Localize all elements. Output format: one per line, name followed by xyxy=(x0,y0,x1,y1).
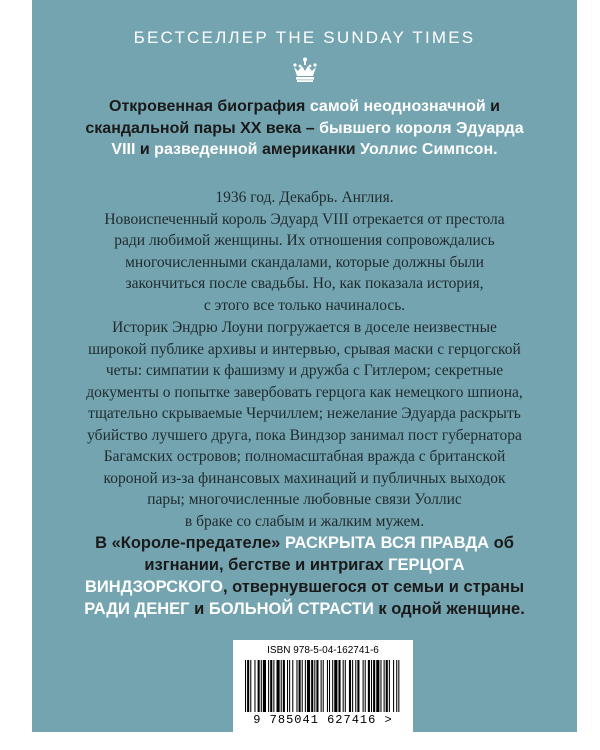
barcode-bar xyxy=(273,660,274,712)
barcode-bar xyxy=(268,660,269,712)
barcode-bar xyxy=(376,660,379,712)
ean-number: 9 785041 627416 > xyxy=(253,713,393,727)
barcode-bar xyxy=(296,660,297,712)
barcode-bar xyxy=(345,660,346,712)
synopsis-paragraph-2 xyxy=(68,317,541,532)
paragraph-line: Багамских островов; полномасштабная вражда с британской xyxy=(103,448,506,465)
barcode-bar xyxy=(352,660,353,712)
barcode-bar xyxy=(321,660,322,712)
barcode-bar xyxy=(334,660,337,712)
barcode-bar xyxy=(254,660,255,712)
paragraph-line: 1936 год. Декабрь. Англия. xyxy=(215,189,394,206)
barcode-bar xyxy=(349,660,351,712)
paragraph-line: пары; многочисленные любовные связи Уоллис xyxy=(147,491,462,508)
barcode-bar xyxy=(365,660,366,712)
barcode-bar xyxy=(332,660,333,712)
paragraph-line: в браке со слабым и жалким мужем. xyxy=(184,512,425,530)
phrase: и скандальной пары XX века – xyxy=(85,98,500,137)
phrase: и xyxy=(189,600,209,618)
paragraph-line: ради любимой женщины. Их отношения сопровождались xyxy=(114,232,495,249)
barcode-bar xyxy=(384,660,385,712)
highlighted-phrase: короля Эдуарда VIII xyxy=(111,119,524,158)
barcode-bar xyxy=(363,660,364,712)
barcode-bar xyxy=(386,660,388,712)
barcode-bar xyxy=(299,660,301,712)
phrase: и xyxy=(135,141,155,158)
paragraph-line: тщательно скрываемые Черчиллем; нежелание Эдуарда раскрыть xyxy=(88,405,521,422)
barcode-bar xyxy=(311,660,313,712)
paragraph-line: четы: симпатии к фашизму и дружба с Гитлером; секретные xyxy=(105,362,504,379)
barcode-bar xyxy=(329,660,330,712)
barcode-bar xyxy=(307,660,310,712)
phrase: , отвернувшегося от семьи и страны xyxy=(222,578,525,596)
barcode-bar xyxy=(398,660,399,712)
paragraph-line: широкой публике архивы и интервью, срывая маски с герцогской xyxy=(88,340,521,358)
barcode-bar xyxy=(314,660,315,712)
barcode-bar xyxy=(305,660,306,712)
barcode-bar xyxy=(263,660,266,712)
phrase: об изгнании, бегстве и интригах xyxy=(144,534,514,574)
highlighted-phrase: бывшего xyxy=(319,119,391,137)
highlighted-phrase: самой неоднозначной xyxy=(309,98,486,115)
synopsis-paragraph-1 xyxy=(68,187,541,316)
barcode-bar xyxy=(373,660,375,712)
barcode-bar xyxy=(245,660,246,712)
barcode-bar xyxy=(338,660,340,712)
intro-blurb xyxy=(72,96,537,161)
phrase: В «Короле-предателе» xyxy=(95,534,285,552)
barcode-bar xyxy=(368,660,370,712)
barcode-bar xyxy=(327,660,328,712)
paragraph-line: Новоиспеченный король Эдуард VIII отрекается от престола xyxy=(104,210,505,228)
highlighted-phrase: разведенной xyxy=(154,141,258,158)
barcode-bar xyxy=(247,660,249,712)
closing-blurb xyxy=(72,532,537,620)
barcode-bar xyxy=(371,660,372,712)
barcode-bars xyxy=(243,660,403,712)
highlighted-phrase: БОЛЬНОЙ СТРАСТИ xyxy=(208,600,374,618)
barcode-bar xyxy=(287,660,288,712)
highlighted-phrase: РАСКРЫТА ВСЯ ПРАВДА xyxy=(284,534,490,552)
barcode-bar xyxy=(302,660,303,712)
crown-icon xyxy=(291,57,319,83)
paragraph-line: убийство лучшего друга, пока Виндзор занимал пост губернатора xyxy=(87,426,522,444)
highlighted-phrase: РАДИ ДЕНЕГ xyxy=(84,600,190,618)
isbn-text: ISBN 978-5-04-162741-6 xyxy=(267,645,379,656)
barcode-bar xyxy=(396,660,397,712)
barcode-bar xyxy=(343,660,344,712)
paragraph-line: Историк Эндрю Лоуни погружается в доселе неизвестные xyxy=(112,319,497,336)
highlighted-phrase: ГЕРЦОГА ВИНДЗОРСКОГО xyxy=(84,556,465,596)
barcode-bar xyxy=(357,660,359,712)
barcode-bar xyxy=(277,660,280,712)
back-cover xyxy=(32,0,577,732)
paragraph-line: с этого все только начиналось. xyxy=(203,296,406,314)
barcode-label xyxy=(233,640,413,732)
barcode-bar xyxy=(316,660,318,712)
phrase: Откровенная биография xyxy=(109,98,310,115)
phrase: к одной женщине. xyxy=(373,600,525,618)
barcode-bar xyxy=(270,660,272,712)
barcode-bar xyxy=(281,660,282,712)
barcode-bar xyxy=(389,660,390,712)
barcode-bar xyxy=(283,660,285,712)
barcode-bar xyxy=(380,660,381,712)
barcode-bar xyxy=(323,660,324,712)
barcode-bar xyxy=(289,660,290,712)
paragraph-line: короной из-за финансовых махинаций и публичных выходок xyxy=(103,469,506,487)
barcode-bar xyxy=(258,660,260,712)
barcode-bar xyxy=(250,660,251,712)
highlighted-phrase: Уоллис Симпсон. xyxy=(360,141,498,158)
paragraph-line: документы о попытке завербовать герцога как немецкого шпиона, xyxy=(86,383,523,401)
paragraph-line: многочисленными скандалами, которые должны были xyxy=(125,253,484,271)
bestseller-header: БЕСТСЕЛЛЕР THE SUNDAY TIMES xyxy=(133,28,476,47)
phrase: американки xyxy=(257,141,361,158)
barcode-bar xyxy=(261,660,262,712)
paragraph-line: закончиться после свадьбы. Но, как показала история, xyxy=(125,275,484,292)
barcode-bar xyxy=(355,660,356,712)
barcode-bar xyxy=(292,660,293,712)
barcode-bar xyxy=(393,660,394,712)
